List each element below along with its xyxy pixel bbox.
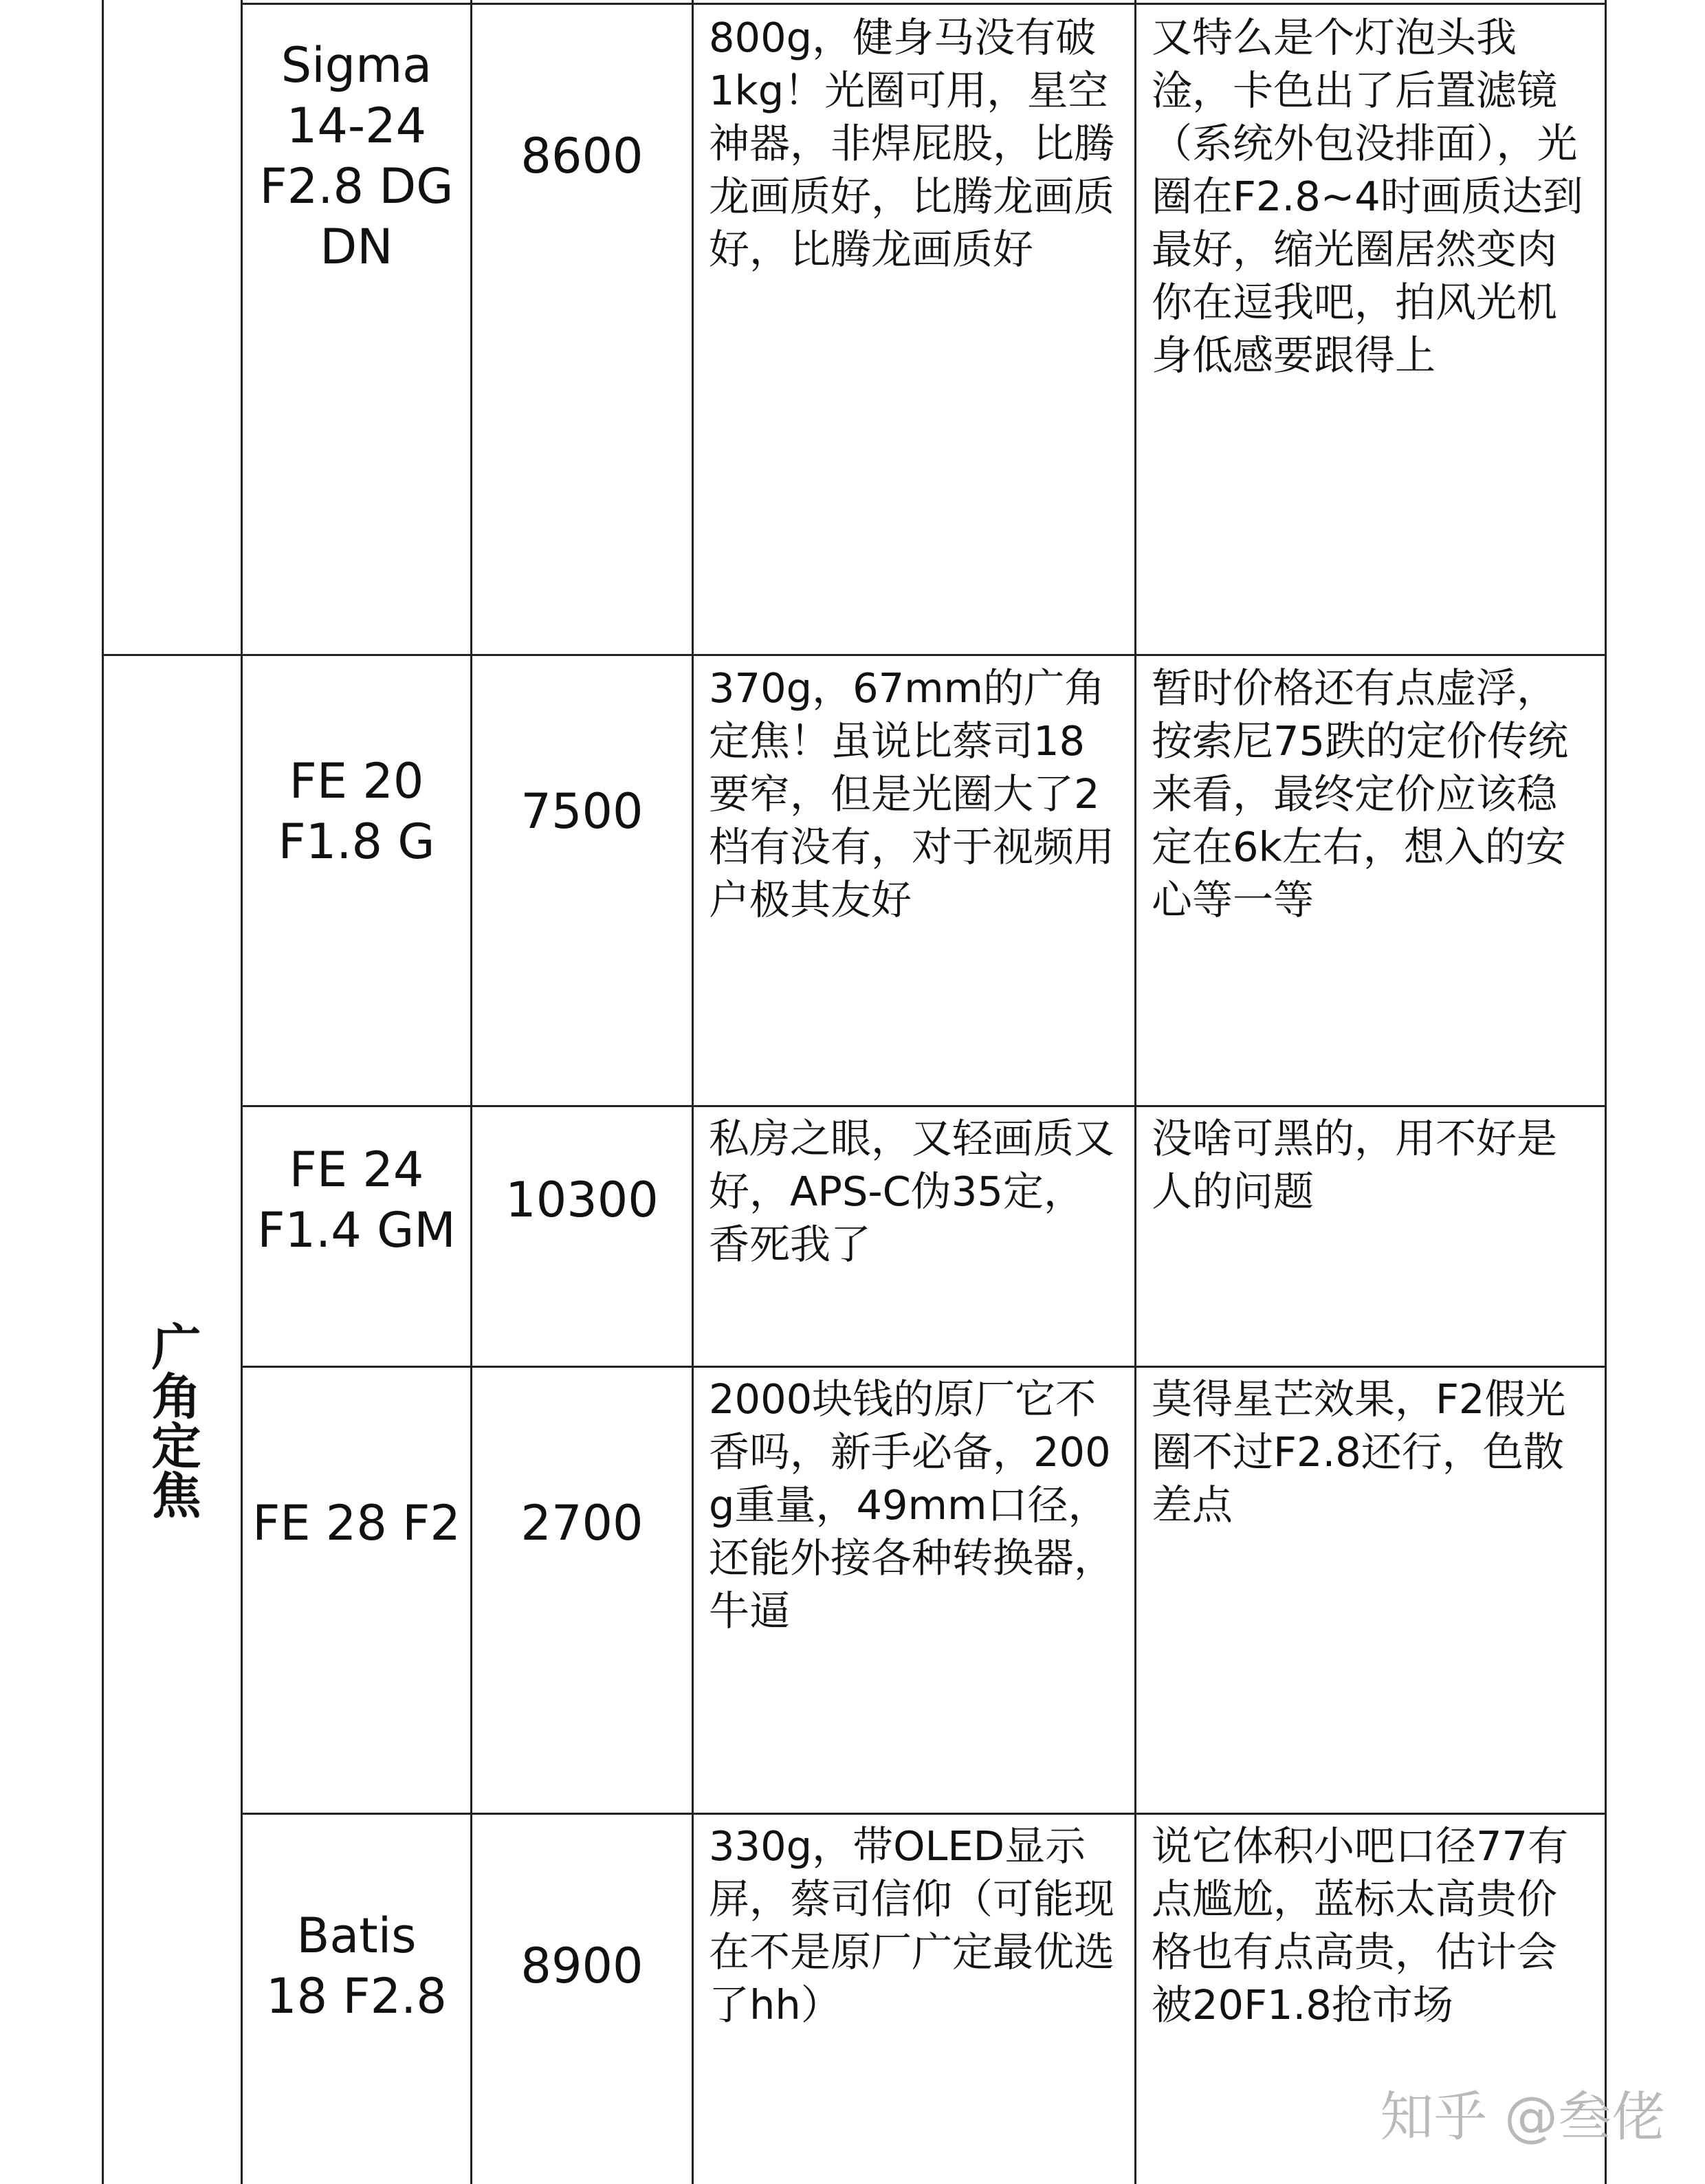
lens-name-batis: Batis 18 F2.8 bbox=[266, 1908, 447, 2024]
lens-pros-fe28: 2000块钱的原厂它不香吗，新手必备，200g重量，49mm口径，还能外接各种转换器，牛逼 bbox=[709, 1375, 1115, 1635]
lens-pros-sigma: 800g，健身马没有破1kg！光圈可用，星空神器，非焊屁股，比腾龙画质好，比腾龙画质好，比腾龙画质好 bbox=[709, 14, 1115, 273]
lens-name-sigma: Sigma 14-24 F2.8 DG DN bbox=[259, 37, 454, 275]
lens-pros-fe24: 私房之眼，又轻画质又好，APS-C伪35定，香死我了 bbox=[709, 1115, 1115, 1268]
lens-name-fe24: FE 24 F1.4 GM bbox=[257, 1142, 456, 1258]
lens-price-sigma: 8600 bbox=[520, 128, 644, 184]
zhihu-watermark: 知乎 @叁佬 bbox=[1380, 2086, 1665, 2148]
lens-price-batis: 8900 bbox=[520, 1938, 644, 1994]
lens-price-fe24: 10300 bbox=[505, 1172, 659, 1228]
table-border-right bbox=[1605, 0, 1607, 2184]
lens-cons-batis: 说它体积小吧口径77有点尴尬，蓝标太高贵价格也有点高贵，估计会被20F1.8抢市场 bbox=[1152, 1822, 1569, 2029]
lens-name-fe28: FE 28 F2 bbox=[252, 1495, 461, 1551]
lens-cons-fe24: 没啥可黑的，用不好是人的问题 bbox=[1152, 1115, 1558, 1215]
row-divider-sigma bbox=[102, 654, 1607, 656]
lens-cons-fe20: 暂时价格还有点虚浮，按索尼75跌的定价传统来看，最终定价应该稳定在6k左右，想入的安心等一等 bbox=[1152, 664, 1569, 924]
lens-pros-batis: 330g，带OLED显示屏，蔡司信仰（可能现在不是原厂广定最优选了hh） bbox=[709, 1822, 1115, 2029]
lens-price-fe20: 7500 bbox=[520, 783, 644, 840]
lens-cons-sigma: 又特么是个灯泡头我淦，卡色出了后置滤镜（系统外包没排面），光圈在F2.8~4时画质达到最好，缩光圈居然变肉你在逗我吧，拍风光机身低感要跟得上 bbox=[1152, 14, 1583, 379]
lens-cons-fe28: 莫得星芒效果，F2假光圈不过F2.8还行，色散差点 bbox=[1152, 1375, 1566, 1529]
lens-name-fe20: FE 20 F1.8 G bbox=[278, 753, 435, 870]
lens-pros-fe20: 370g，67mm的广角定焦！虽说比蔡司18要窄，但是光圈大了2档有没有，对于视频用户极其友好 bbox=[709, 664, 1115, 924]
group-label: 广角定焦 bbox=[143, 1321, 201, 1519]
lens-price-fe28: 2700 bbox=[520, 1495, 644, 1551]
